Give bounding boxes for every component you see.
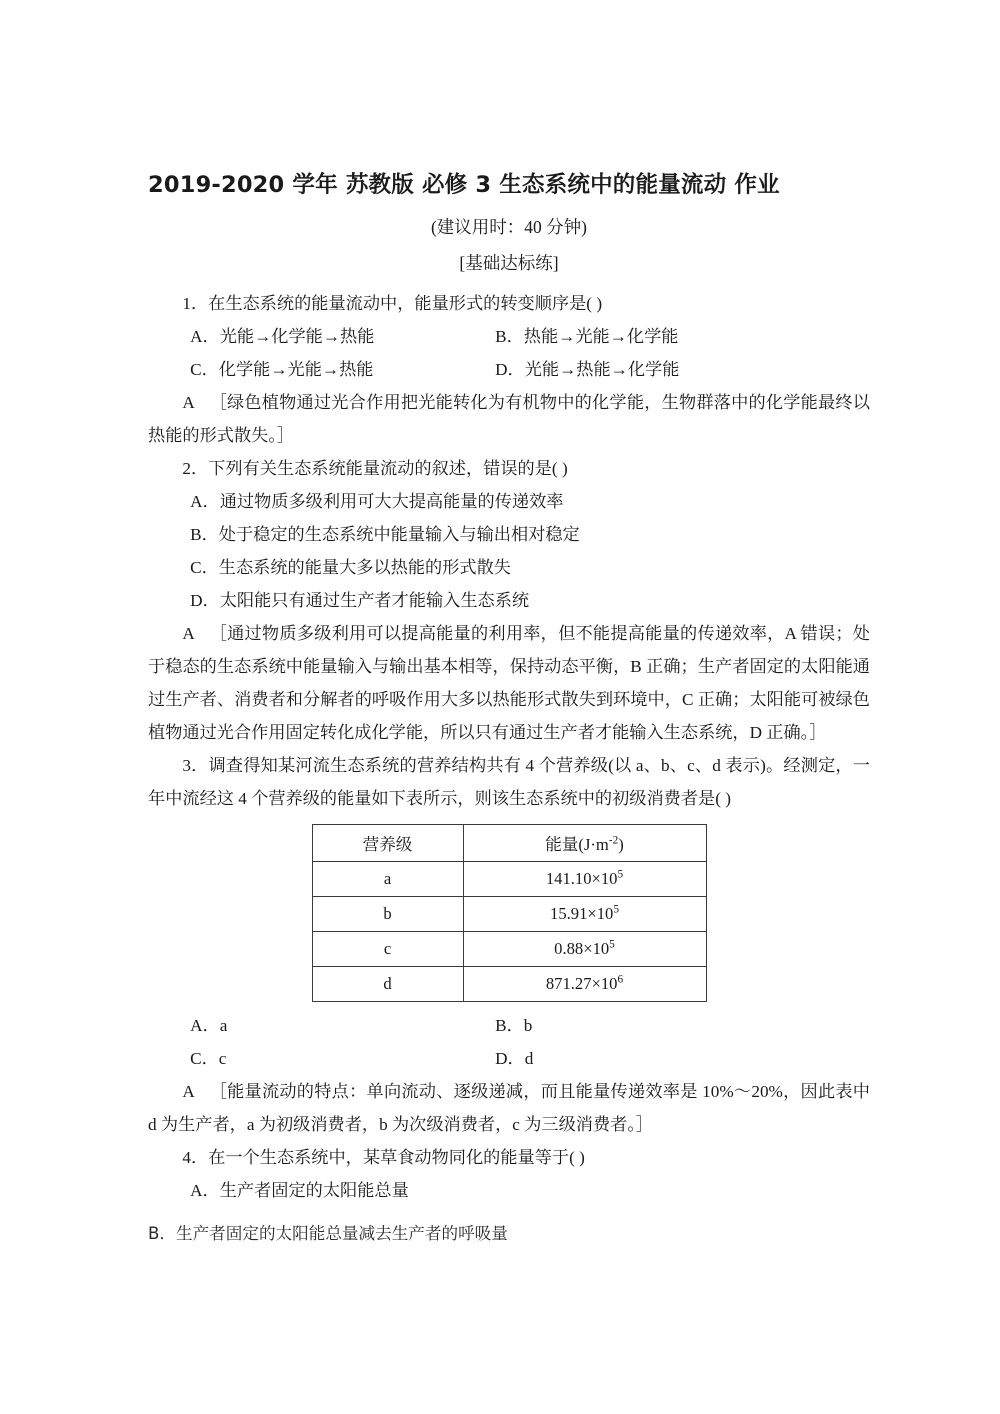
value-mantissa-a: 141.10 bbox=[545, 868, 592, 888]
question-3-options-row-1 bbox=[148, 1009, 870, 1042]
table-cell-value-a: $141.10\times 10^5$ bbox=[463, 861, 706, 896]
question-2-answer: A bbox=[182, 623, 195, 643]
question-2-option-a[interactable]: A．通过物质多级利用可大大提高能量的传递效率 bbox=[190, 491, 564, 511]
question-2-option-d[interactable]: D．太阳能只有通过生产者才能输入生态系统 bbox=[190, 590, 530, 610]
section-label: [基础达标练] bbox=[459, 252, 559, 273]
table-row bbox=[312, 966, 706, 1001]
table-cell-value-d: $871.27\times 10^6$ bbox=[463, 966, 706, 1001]
question-1-options-row-1 bbox=[148, 320, 870, 353]
energy-table bbox=[312, 824, 707, 1002]
question-1-option-d[interactable]: D．光能→热能→化学能 bbox=[495, 359, 680, 379]
value-mantissa-b: 15.91 bbox=[550, 903, 588, 923]
question-1-explanation-text: ［绿色植物通过光合作用把光能转化为有机物中的化学能，生物群落中的化学能最终以热能的形式散失。］ bbox=[148, 392, 870, 445]
value-exponent-b: 5 bbox=[613, 903, 619, 916]
question-3-explanation-text: ［能量流动的特点：单向流动、逐级递减，而且能量传递效率是 10%～20%，因此表中 d 为生产者，a 为初级消费者，b 为次级消费者，c 为三级消费者。］ bbox=[148, 1081, 870, 1134]
table-row bbox=[312, 861, 706, 896]
table-header-row bbox=[312, 824, 706, 861]
question-2-option-b[interactable]: B．处于稳定的生态系统中能量输入与输出相对稳定 bbox=[190, 524, 580, 544]
question-1-explanation bbox=[148, 386, 870, 452]
question-2-explanation-text: ［通过物质多级利用可以提高能量的利用率，但不能提高能量的传递效率，A 错误；处于稳态的生态系统中能量输入与输出基本相等，保持动态平衡，B 正确；生产者固定的太阳能通过生产者、消费者和分解者的呼吸作用大多以热能形式散失到环境中，C 正确；太阳能可被绿色植物通过光合作用固定转化成化学能，所以只有通过生产者才能输入生态系统，D 正确。］ bbox=[148, 623, 870, 742]
value-exponent-c: 5 bbox=[609, 938, 615, 951]
question-3-explanation bbox=[148, 1075, 870, 1141]
question-1-options-row-2 bbox=[148, 353, 870, 386]
table-row bbox=[312, 931, 706, 966]
table-header-level: 营养级 bbox=[312, 824, 463, 861]
table-row bbox=[312, 896, 706, 931]
page-title: 2019-2020 学年 苏教版 必修 3 生态系统中的能量流动 作业 bbox=[148, 172, 780, 198]
question-3-option-a[interactable]: A．a bbox=[190, 1015, 228, 1035]
question-3-answer: A bbox=[182, 1081, 195, 1101]
table-cell-level-c: c bbox=[312, 931, 463, 966]
question-3-option-d[interactable]: D．d bbox=[495, 1048, 534, 1068]
unit-superscript: -2 bbox=[608, 834, 619, 847]
question-3-option-b[interactable]: B．b bbox=[495, 1015, 533, 1035]
unit-close: ) bbox=[618, 834, 624, 854]
question-1-stem: 1．在生态系统的能量流动中，能量形式的转变顺序是( ) bbox=[182, 293, 603, 313]
question-1-answer: A bbox=[182, 392, 195, 412]
question-2-explanation bbox=[148, 617, 870, 749]
question-2-option-c[interactable]: C．生态系统的能量大多以热能的形式散失 bbox=[190, 557, 511, 577]
table-header-energy bbox=[463, 824, 706, 861]
question-3-option-c[interactable]: C．c bbox=[190, 1048, 227, 1068]
table-cell-level-a: a bbox=[312, 861, 463, 896]
suggested-time: (建议用时：40 分钟) bbox=[430, 217, 588, 238]
question-4-option-a[interactable]: A．生产者固定的太阳能总量 bbox=[190, 1180, 409, 1200]
energy-table-wrapper bbox=[148, 824, 870, 1002]
question-1-option-c[interactable]: C．化学能→光能→热能 bbox=[190, 359, 374, 379]
question-1-option-a[interactable]: A．光能→化学能→热能 bbox=[190, 326, 375, 346]
question-1-option-b[interactable]: B．热能→光能→化学能 bbox=[495, 326, 679, 346]
question-3-stem: 3．调查得知某河流生态系统的营养结构共有 4 个营养级(以 a、b、c、d 表示)。经测定，一年中流经这 4 个营养级的能量如下表所示，则该生态系统中的初级消费者是( ) bbox=[148, 755, 870, 808]
unit-base: 能量(J·m bbox=[545, 834, 609, 854]
value-exponent-d: 6 bbox=[617, 973, 624, 986]
value-mantissa-d: 871.27 bbox=[545, 973, 592, 993]
question-2-stem: 2．下列有关生态系统能量流动的叙述，错误的是( ) bbox=[182, 458, 568, 478]
table-cell-value-b: $15.91\times 10^5$ bbox=[463, 896, 706, 931]
page-content bbox=[148, 170, 870, 1249]
table-cell-level-b: b bbox=[312, 896, 463, 931]
question-4-stem: 4．在一个生态系统中，某草食动物同化的能量等于( ) bbox=[182, 1147, 585, 1167]
value-mantissa-c: 0.88 bbox=[554, 938, 584, 958]
table-cell-level-d: d bbox=[312, 966, 463, 1001]
value-exponent-a: 5 bbox=[617, 868, 624, 881]
question-3-options-row-2 bbox=[148, 1042, 870, 1075]
question-4-option-b[interactable]: B．生产者固定的太阳能总量减去生产者的呼吸量 bbox=[148, 1223, 508, 1243]
table-cell-value-c: $0.88\times 10^5$ bbox=[463, 931, 706, 966]
